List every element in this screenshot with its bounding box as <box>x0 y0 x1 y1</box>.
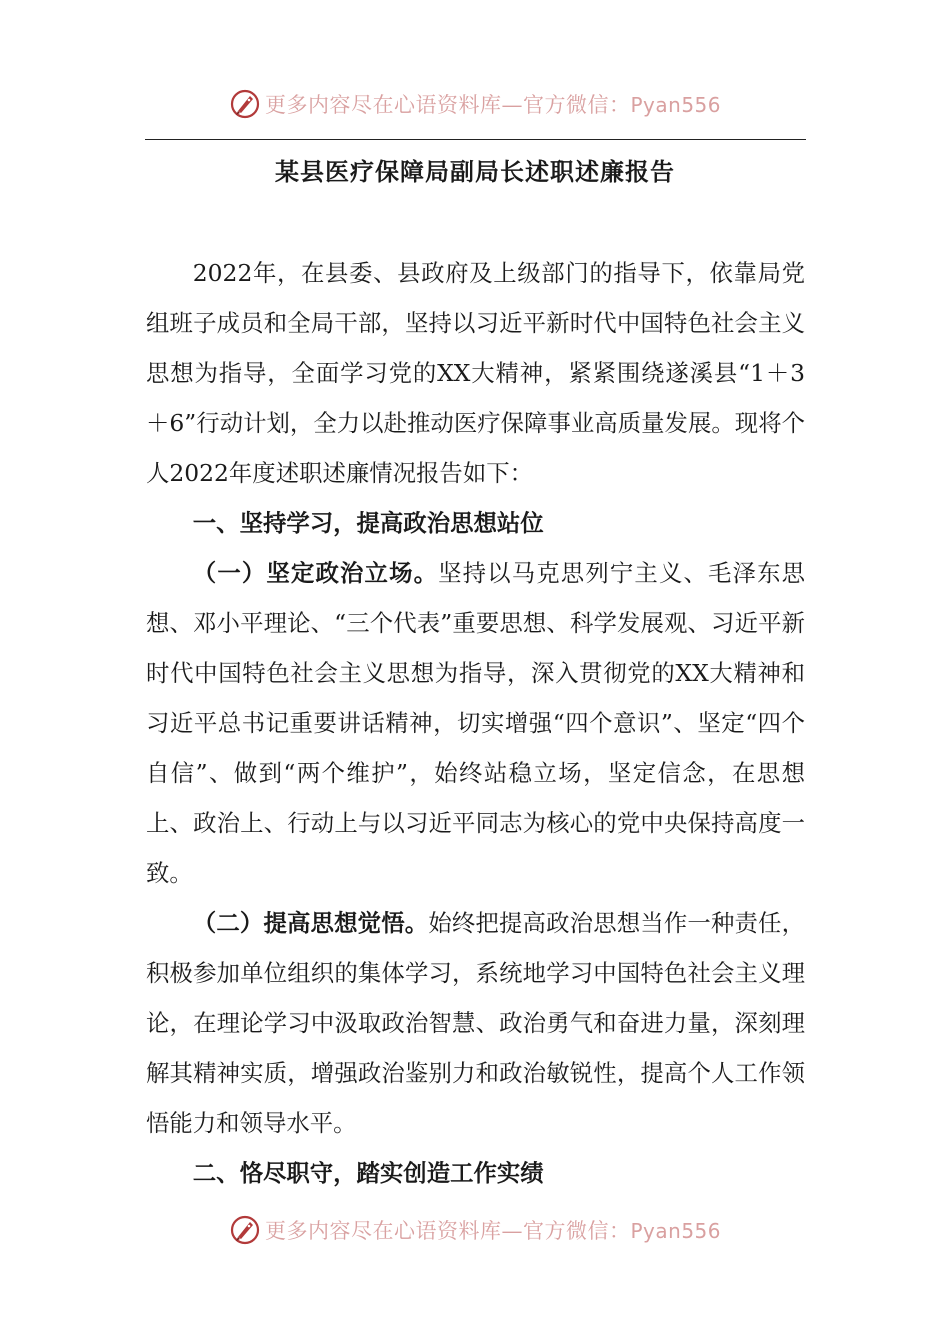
watermark-text: 更多内容尽在心语资料库—官方微信：Pyan556 <box>264 1219 721 1243</box>
pen-nib-logo-icon <box>229 88 261 120</box>
document-title: 某县医疗保障局副局长述职述廉报告 <box>275 157 675 186</box>
wechat-id: Pyan556 <box>630 1219 721 1243</box>
document-body <box>146 248 805 1198</box>
section-heading: 一、坚持学习，提高政治思想站位 <box>192 509 544 537</box>
paragraph-lead: （一）坚定政治立场。 <box>192 559 439 587</box>
body-paragraph <box>146 248 805 498</box>
paragraph-text: 2022年，在县委、县政府及上级部门的指导下，依靠局党组班子成员和全局干部，坚持以习近平新时代中国特色社会主义思想为指导，全面学习党的XX大精神，紧紧围绕遂溪县“1＋3＋6”行动计划，全力以赴推动医疗保障事业高质量发展。现将个人2022年度述职述廉情况报告如下： <box>146 259 805 487</box>
pen-nib-logo-icon <box>229 1214 261 1246</box>
paragraph-text: 坚持以马克思列宁主义、毛泽东思想、邓小平理论、“三个代表”重要思想、科学发展观、习近平新时代中国特色社会主义思想为指导，深入贯彻党的XX大精神和习近平总书记重要讲话精神，切实增强“四个意识”、坚定“四个自信”、做到“两个维护”，始终站稳立场，坚定信念，在思想上、政治上、行动上与以习近平同志为核心的党中央保持高度一致。 <box>146 559 806 887</box>
wechat-id: Pyan556 <box>630 93 721 117</box>
header-divider <box>145 139 806 140</box>
watermark-text: 更多内容尽在心语资料库—官方微信：Pyan556 <box>264 93 721 117</box>
footer-watermark-banner <box>0 1210 950 1250</box>
body-paragraph <box>146 898 805 1148</box>
section-heading: 二、恪尽职守，踏实创造工作实绩 <box>192 1159 544 1187</box>
body-paragraph <box>146 548 805 898</box>
paragraph-text: 始终把提高政治思想当作一种责任，积极参加单位组织的集体学习，系统地学习中国特色社会主义理论，在理论学习中汲取政治智慧、政治勇气和奋进力量，深刻理解其精神实质，增强政治鉴别力和政治敏锐性，提高个人工作领悟能力和领导水平。 <box>146 909 806 1137</box>
header-watermark-banner <box>0 84 950 124</box>
paragraph-lead: （二）提高思想觉悟。 <box>192 909 429 937</box>
